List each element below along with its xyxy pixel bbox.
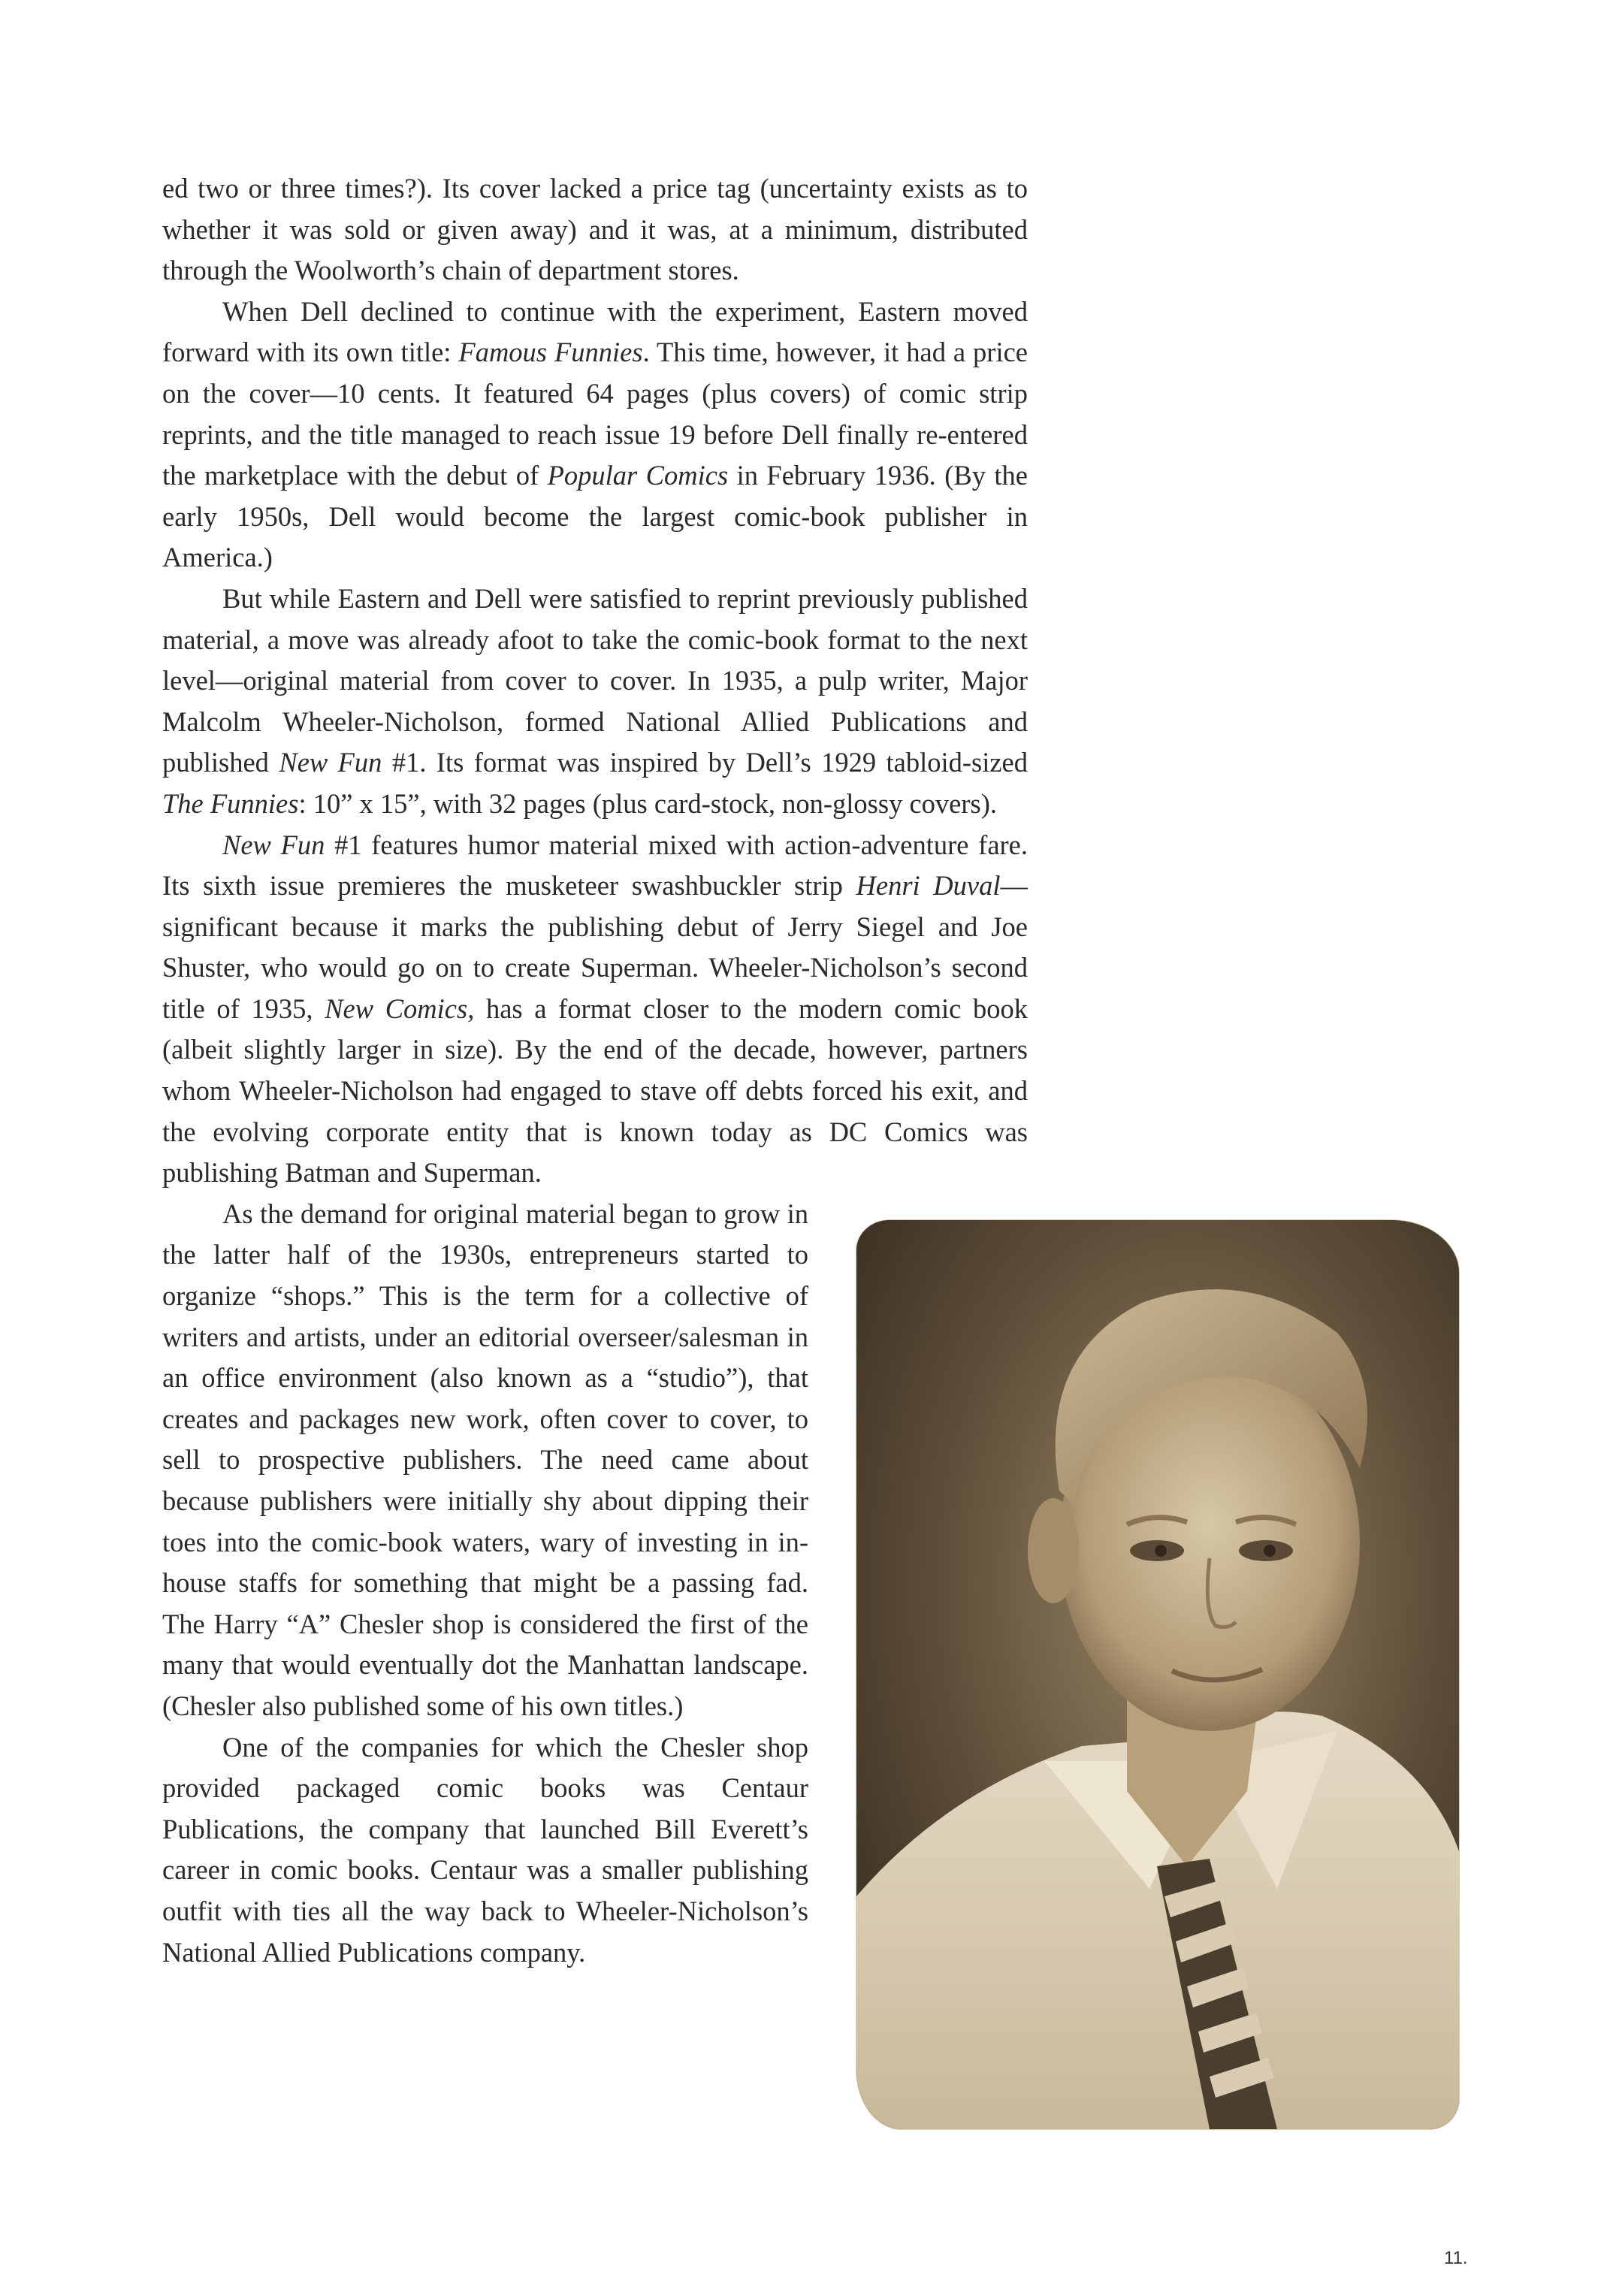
- italic-title: New Fun: [222, 829, 325, 860]
- text-run: . This time, however, it had a price on the cover—10 cents. It featured 64 pages (plus covers) of comic strip reprints, and the title managed to reach issue 19 before Dell finally re-entered the marketplace with the debut of: [162, 337, 1028, 491]
- paragraph-2: [162, 292, 1028, 579]
- text-run: ed two or three times?). Its cover lacked a price tag (uncertainty exists as to whether it was sold or given away) and it was, at a minimum, distributed through the Woolworth’s chain of department stores.: [162, 173, 1028, 286]
- italic-title: Famous Funnies: [458, 337, 643, 368]
- paragraph-6: [162, 1727, 808, 1974]
- italic-title: Henri Duval: [856, 870, 1001, 902]
- paragraph-5: [162, 1194, 808, 1727]
- text-run: As the demand for original material began to grow in the latter half of the 1930s, entrepreneurs started to organize “shops.” This is the term for a collective of writers and artists, under an editorial overseer/salesman in an office environment (also known as a “studio”), that creates and packages new work, often cover to cover, to sell to prospective publishers. The need came about because publishers were initially shy about dipping their toes into the comic-book waters, wary of investing in in-house staffs for something that might be a passing fad. The Harry “A” Chesler shop is considered the first of the many that would eventually dot the Manhattan landscape. (Chesler also published some of his own titles.): [162, 1198, 808, 1721]
- text-run: But while Eastern and Dell were satisfied to reprint previously published material, a move was already afoot to take the comic-book format to the next level—original material from cover to cover. In 1935, a pulp writer, Major Malcolm Wheeler-Nicholson, formed National Allied Publications and published: [162, 582, 1028, 778]
- italic-title: New Fun: [279, 747, 382, 778]
- text-run: #1. Its format was inspired by Dell’s 1929 tabloid-sized: [382, 747, 1028, 778]
- text-run: #1 features humor material mixed with action-adventure fare. Its sixth issue premieres the musketeer swashbuckler strip: [162, 829, 1028, 902]
- italic-title: The Funnies: [162, 787, 299, 819]
- text-run: —significant because it marks the publishing debut of Jerry Siegel and Joe Shuster, who would go on to create Superman. Wheeler-Nicholson’s second title of 1935,: [162, 870, 1028, 1024]
- paragraph-4: [162, 825, 1028, 1194]
- text-run: One of the companies for which the Chesler shop provided packaged comic books was Centaur Publications, the company that launched Bill Everett’s career in comic books. Centaur was a smaller publishing outfit with ties all the way back to Wheeler-Nicholson’s National Allied Publications company.: [162, 1731, 808, 1968]
- text-run: has a format closer to the modern comic book (albeit slightly larger in size). By the end of the decade, however, partners whom Wheeler-Nicholson had engaged to stave off debts forced his exit, and the evolving corporate entity that is known today as DC Comics was publishing Batman and Superman.: [162, 992, 1028, 1189]
- portrait-illustration: [856, 1220, 1459, 2129]
- text-run: When Dell declined to continue with the experiment, Eastern moved forward with its own title:: [162, 295, 1028, 368]
- paragraph-1: [162, 168, 1028, 292]
- text-run: in February 1936. (By the early 1950s, Dell would become the largest comic-book publisher in America.): [162, 460, 1028, 573]
- page-number: 11.: [1444, 2248, 1468, 2268]
- paragraph-3: [162, 579, 1028, 825]
- ear: [1028, 1498, 1079, 1603]
- text-run: : 10” x 15”, with 32 pages (plus card-stock, non-glossy covers).: [298, 787, 998, 819]
- italic-title: Popular Comics: [547, 460, 729, 491]
- italic-title: New Comics,: [325, 992, 475, 1024]
- sepia-portrait-photo: [856, 1220, 1459, 2129]
